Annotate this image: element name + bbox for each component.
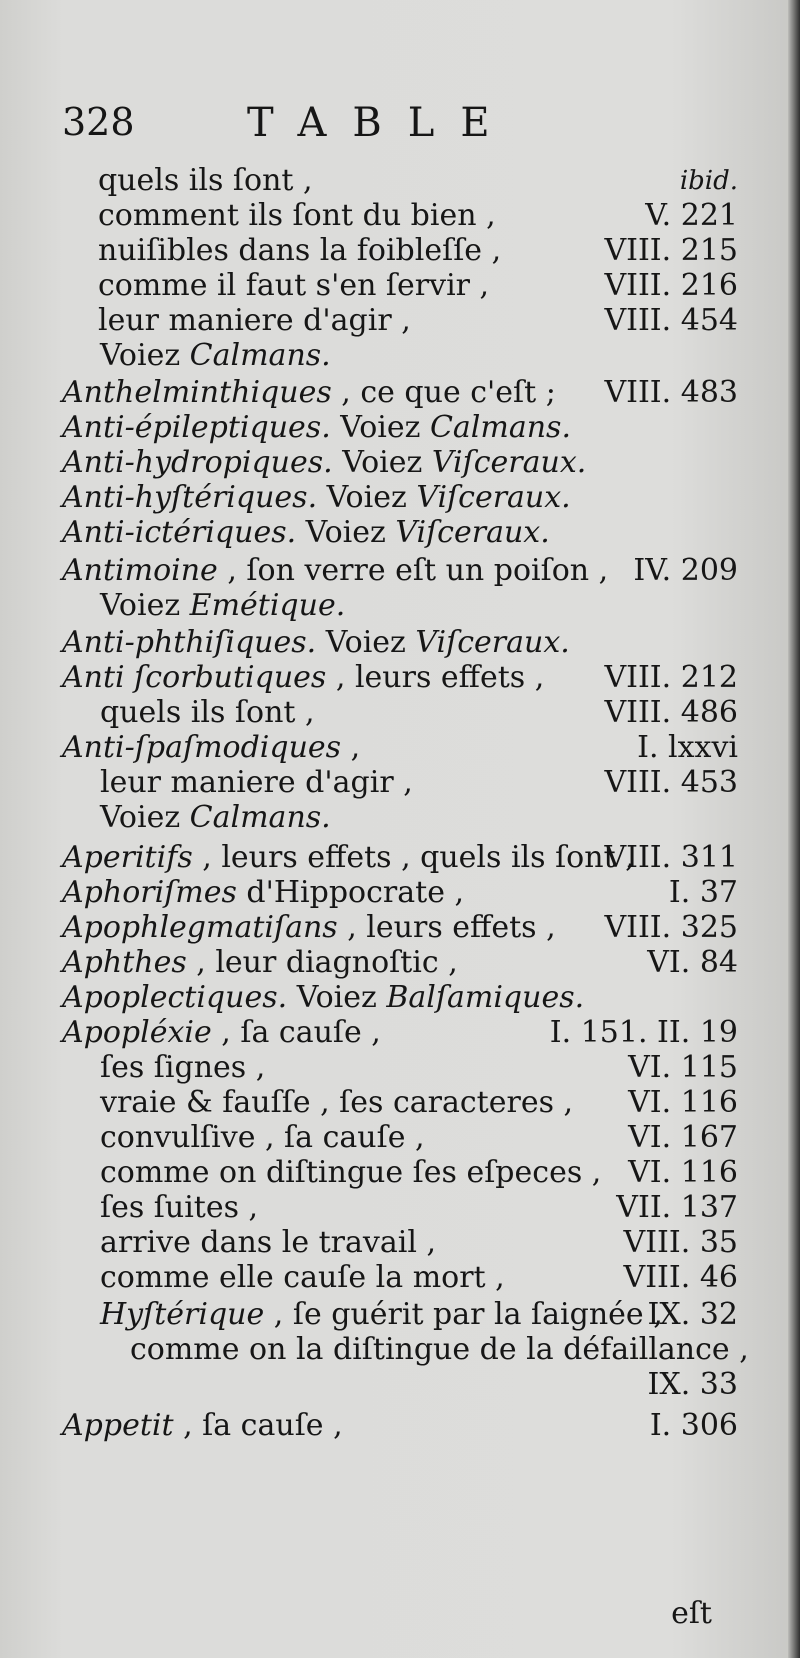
- cross-reference-term: Viſceraux.: [415, 625, 570, 660]
- entry-description: Voiez: [316, 625, 416, 660]
- entry-description: Voiez: [330, 410, 430, 445]
- see-also-lead: Voiez: [100, 800, 190, 835]
- entry-description: , ſe guérit par la ſaignée ,: [264, 1297, 663, 1332]
- see-also-lead: Voiez: [100, 338, 190, 373]
- cross-reference-term: Viſceraux.: [431, 445, 587, 480]
- entry-ref: VI. 84: [647, 945, 738, 980]
- page-header: [62, 100, 742, 150]
- entry-text: quels ils ſont ,: [100, 695, 315, 730]
- entry-description: Voiez: [287, 980, 387, 1015]
- entry-text: arrive dans le travail ,: [100, 1225, 437, 1260]
- entry-description: , ſa cauſe ,: [173, 1408, 343, 1443]
- entry-term: Anti-épileptiques.: [62, 410, 331, 445]
- see-also-lead: Voiez: [100, 588, 190, 623]
- cross-reference-term: Calmans.: [189, 338, 331, 373]
- index-line: [0, 1362, 790, 1408]
- entry-term: Apoplectiques.: [62, 980, 288, 1015]
- entry-ref: VIII. 454: [604, 303, 738, 338]
- entry-term: Anti-ictériques.: [62, 515, 297, 550]
- cross-reference-term: Calmans.: [189, 800, 331, 835]
- index-line: [0, 1403, 790, 1449]
- entry-term: Anti-hydropiques.: [62, 445, 333, 480]
- entry-ref: VIII. 216: [604, 268, 738, 303]
- entry-ref: VI. 167: [628, 1120, 738, 1155]
- entry-term: Anti-ſpaſmodiques: [62, 730, 342, 765]
- entry-ref: IX. 33: [647, 1367, 738, 1402]
- entry-ref: VIII. 311: [604, 840, 738, 875]
- entry-ref: VIII. 215: [604, 233, 738, 268]
- entry-text: vraie & fauſſe , ſes caracteres ,: [100, 1085, 574, 1120]
- page-edge-shadow: [788, 0, 800, 1658]
- entry-ref: VIII. 212: [604, 660, 738, 695]
- entry-description: , ſa cauſe ,: [211, 1015, 381, 1050]
- entry-ref: IX. 32: [647, 1297, 738, 1332]
- entry-term: Antimoine: [62, 553, 218, 588]
- entry-ref: VIII. 483: [604, 375, 738, 410]
- entry-text: leur maniere d'agir ,: [100, 765, 413, 800]
- entry-ref: I. 37: [668, 875, 738, 910]
- entry-term: Aphoriſmes: [62, 875, 237, 910]
- entry-ref: VI. 116: [628, 1155, 738, 1190]
- entry-ref: I. lxxvi: [637, 730, 738, 765]
- entry-term: Hyſtérique: [100, 1297, 265, 1332]
- cross-reference-term: Calmans.: [429, 410, 571, 445]
- entry-ref: VIII. 325: [604, 910, 738, 945]
- entry-text: quels ils ſont ,: [98, 163, 313, 198]
- cross-reference-term: Emétique.: [189, 588, 346, 623]
- cross-reference-term: Viſceraux.: [416, 480, 571, 515]
- cross-reference-term: Balſamiques.: [386, 980, 585, 1015]
- entry-text: comme elle cauſe la mort ,: [100, 1260, 505, 1295]
- entry-ref: IV. 209: [633, 553, 738, 588]
- entry-ref: I. 306: [649, 1408, 738, 1443]
- entry-ref: VIII. 486: [604, 695, 738, 730]
- entry-text: nuiſibles dans la foibleſſe ,: [98, 233, 502, 268]
- entry-term: Anti ſcorbutiques: [62, 660, 327, 695]
- entry-ref: VI. 115: [628, 1050, 738, 1085]
- entry-term: Apophlegmatiſans: [62, 910, 338, 945]
- entry-ref: I. 151. II. 19: [549, 1015, 738, 1050]
- entry-description: Voiez: [317, 480, 417, 515]
- page-number: 328: [62, 100, 135, 144]
- entry-ref: VII. 137: [616, 1190, 738, 1225]
- entry-text: comme on diſtingue ſes eſpeces ,: [100, 1155, 602, 1190]
- entry-ref: V. 221: [645, 198, 738, 233]
- entry-ref: VIII. 35: [623, 1225, 738, 1260]
- entry-term: Apopléxie: [62, 1015, 212, 1050]
- entry-description: , leur diagnoſtic ,: [186, 945, 458, 980]
- entry-ref: ibid.: [679, 166, 738, 196]
- entry-term: Aperitifs: [62, 840, 193, 875]
- entry-description: , ſon verre eſt un poiſon ,: [217, 553, 609, 588]
- cross-reference-term: Viſceraux.: [395, 515, 550, 550]
- running-title: TABLE: [247, 100, 516, 146]
- entry-text: comme il faut s'en ſervir ,: [98, 268, 490, 303]
- entry-text: convulſive , ſa cauſe ,: [100, 1120, 425, 1155]
- entry-text: comme on la diſtingue de la défaillance ,: [130, 1332, 749, 1367]
- entry-ref: VI. 116: [628, 1085, 738, 1120]
- entry-text: ſes ſuites ,: [100, 1190, 259, 1225]
- entry-description: Voiez: [296, 515, 396, 550]
- entry-term: Anthelminthiques: [62, 375, 332, 410]
- entry-term: Anti-phthiſiques.: [62, 625, 317, 660]
- entry-description: , ce que c'eſt ;: [331, 375, 556, 410]
- entry-text: leur maniere d'agir ,: [98, 303, 411, 338]
- entry-term: Aphthes: [62, 945, 187, 980]
- entry-ref: VIII. 453: [604, 765, 738, 800]
- entry-term: Anti-hyſtériques.: [62, 480, 318, 515]
- entry-description: , leurs effets ,: [337, 910, 556, 945]
- catchword: eſt: [671, 1596, 712, 1631]
- entry-description: ,: [341, 730, 361, 765]
- entry-description: d'Hippocrate ,: [236, 875, 465, 910]
- entry-text: [62, 1403, 343, 1449]
- entry-term: Appetit: [62, 1408, 174, 1443]
- entry-text: comment ils ſont du bien ,: [98, 198, 496, 233]
- entry-description: Voiez: [332, 445, 432, 480]
- entry-text: ſes ſignes ,: [100, 1050, 266, 1085]
- entry-description: , leurs effets , quels ils ſont ,: [192, 840, 635, 875]
- entry-ref: VIII. 46: [623, 1260, 738, 1295]
- entry-description: , leurs effets ,: [326, 660, 545, 695]
